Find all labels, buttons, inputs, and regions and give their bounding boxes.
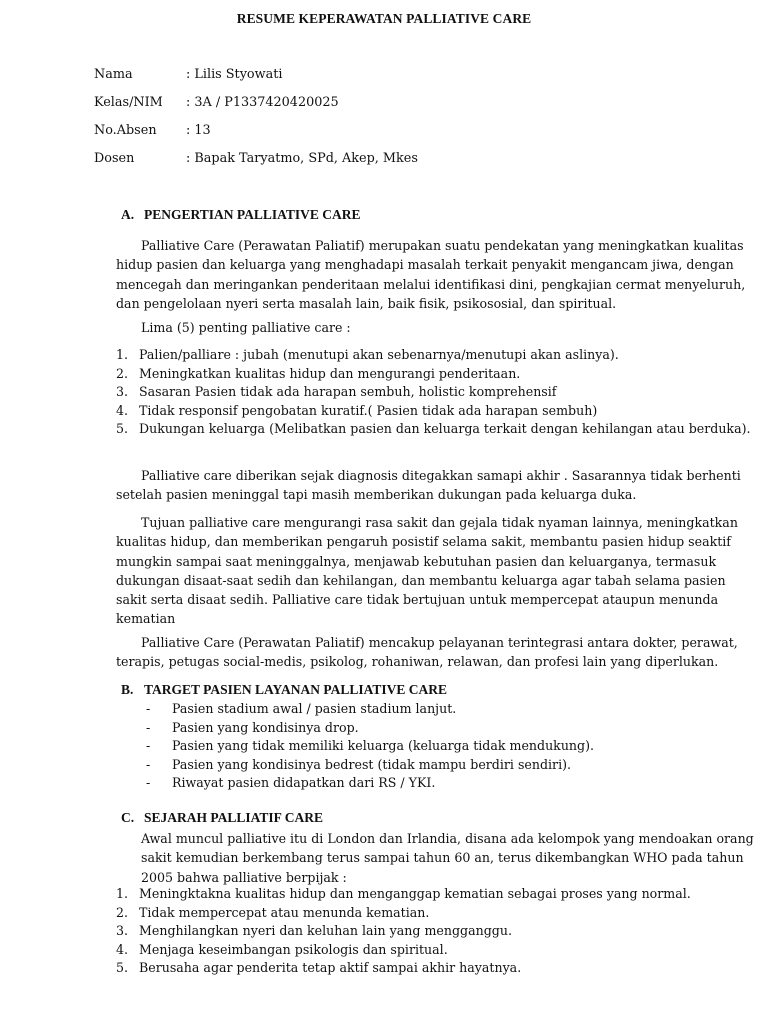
info-label: Dosen [94,151,135,166]
info-row-absen [94,122,211,139]
list-item [116,922,761,941]
section-letter: C. [121,810,135,825]
section-a-paragraph-2: Lima (5) penting palliative care : [141,320,351,335]
section-b-dash-list [146,700,746,793]
section-b-heading [121,682,447,698]
list-text: Pasien yang kondisinya drop. [172,719,359,735]
section-c-paragraph-1: Awal muncul palliative itu di London dan Irlandia, disana ada kelompok yang mendoakan orang sakit kemudian berkembang terus sampai tahun 60 an, terus dikembangkan WHO pada tahun 2005 bahwa palliative berpijak : [141,831,754,885]
list-number: 4. [116,402,129,418]
section-a-numbered-list [116,346,761,439]
list-text: Berusaha agar penderita tetap aktif sampai akhir hayatnya. [139,960,522,976]
info-value: : Bapak Taryatmo, SPd, Akep, Mkes [186,151,418,166]
list-number: 1. [116,886,129,901]
list-item [116,346,761,365]
list-item: - Pasien yang kondisinya drop. [146,719,359,735]
list-item [116,383,761,402]
list-text: Pasien stadium awal / pasien stadium lanjut. [172,701,457,716]
list-text: Meningktakna kualitas hidup dan menganggap kematian sebagai proses yang normal. [139,886,691,901]
list-item [116,941,761,960]
section-title: TARGET PASIEN LAYANAN PALLIATIVE CARE [144,682,448,697]
list-item [116,959,761,978]
list-text: Palien/palliare : jubah (menutupi akan sebenarnya/menutupi akan aslinya). [139,347,619,362]
info-row-name [94,66,282,83]
section-a-paragraph-3: Palliative care diberikan sejak diagnosis ditegakkan samapi akhir . Sasarannya tidak berhenti setelah pasien meninggal tapi masih memberikan dukungan pada keluarga duka. [116,468,741,503]
list-number: 4. [116,941,129,957]
list-item: - Pasien yang kondisinya bedrest (tidak mampu berdiri sendiri). [146,756,572,772]
list-text: Pasien yang kondisinya bedrest (tidak mampu berdiri sendiri). [172,756,572,772]
section-a-paragraph-4: Tujuan palliative care mengurangi rasa sakit dan gejala tidak nyaman lainnya, meningkatkan kualitas hidup, dan memberikan pengaruh posistif selama sakit, membantu pasien hidup seaktif mungkin sampai saat meninggalnya, menjawab kebutuhan pasien dan keluarganya, termasuk dukungan disaat-saat sedih dan kehilangan, dan membantu keluarga agar tabah selama pasien sakit serta disaat sedih. Palliative care tidak bertujuan untuk mempercepat ataupun menunda kematian [116,515,738,627]
list-number: 3. [116,384,129,400]
info-value: : Lilis Styowati [186,67,283,82]
section-a-heading [121,207,361,223]
info-label: Nama [94,67,133,82]
list-number: 5. [116,960,129,976]
section-c-numbered-list [116,885,761,978]
list-item [116,402,761,421]
list-item: - Pasien yang tidak memiliki keluarga (keluarga tidak mendukung). [146,738,595,754]
list-text: Sasaran Pasien tidak ada harapan sembuh, holistic komprehensif [139,384,557,400]
list-number: 2. [116,904,129,920]
list-number: 3. [116,923,129,939]
list-text: Menghilangkan nyeri dan keluhan lain yang mengganggu. [139,923,512,939]
list-item [116,420,761,439]
section-a-paragraph-5: Palliative Care (Perawatan Paliatif) mencakup pelayanan terintegrasi antara dokter, perawat, terapis, petugas social-medis, psikolog, rohaniwan, relawan, dan profesi lain yang diperlukan. [116,635,738,670]
info-row-class-nim [94,94,339,111]
list-item [116,885,761,904]
list-number: 2. [116,365,129,381]
list-item: - Pasien stadium awal / pasien stadium lanjut. [146,701,457,716]
list-text: Meningkatkan kualitas hidup dan mengurangi penderitaan. [139,365,521,381]
section-c-heading [121,810,323,826]
section-title: SEJARAH PALLIATIF CARE [144,810,324,825]
info-label: No.Absen [94,123,157,138]
section-title: PENGERTIAN PALLIATIVE CARE [144,207,361,222]
info-label: Kelas/NIM [94,95,163,110]
list-item [116,365,761,384]
info-value: : 13 [186,123,211,138]
section-letter: B. [121,682,134,697]
list-text: Tidak responsif pengobatan kuratif.( Pasien tidak ada harapan sembuh) [139,402,598,418]
list-text: Dukungan keluarga (Melibatkan pasien dan keluarga terkait dengan kehilangan atau berduka). [139,421,751,437]
list-text: Tidak mempercepat atau menunda kematian. [139,904,430,920]
list-text: Pasien yang tidak memiliki keluarga (keluarga tidak mendukung). [172,738,595,754]
list-text: Menjaga keseimbangan psikologis dan spiritual. [139,941,448,957]
list-text: Riwayat pasien didapatkan dari RS / YKI. [172,775,436,791]
section-letter: A. [121,207,135,222]
info-value: : 3A / P1337420420025 [186,95,339,110]
list-item: - Riwayat pasien didapatkan dari RS / YKI. [146,775,436,791]
section-a-paragraph-1: Palliative Care (Perawatan Paliatif) merupakan suatu pendekatan yang meningkatkan kualitas hidup pasien dan keluarga yang menghadapi masalah terkait penyakit mengancam jiwa, dengan mencegah dan meringankan penderitaan melalui identifikasi dini, pengkajian cermat menyeluruh, dan pengelolaan nyeri serta masalah lain, baik fisik, psikososial, dan spiritual. [116,238,746,311]
info-row-lecturer [94,150,418,167]
document-title: RESUME KEPERAWATAN PALLIATIVE CARE [236,11,532,26]
list-number: 1. [116,347,129,362]
list-number: 5. [116,421,129,437]
list-item [116,904,761,923]
